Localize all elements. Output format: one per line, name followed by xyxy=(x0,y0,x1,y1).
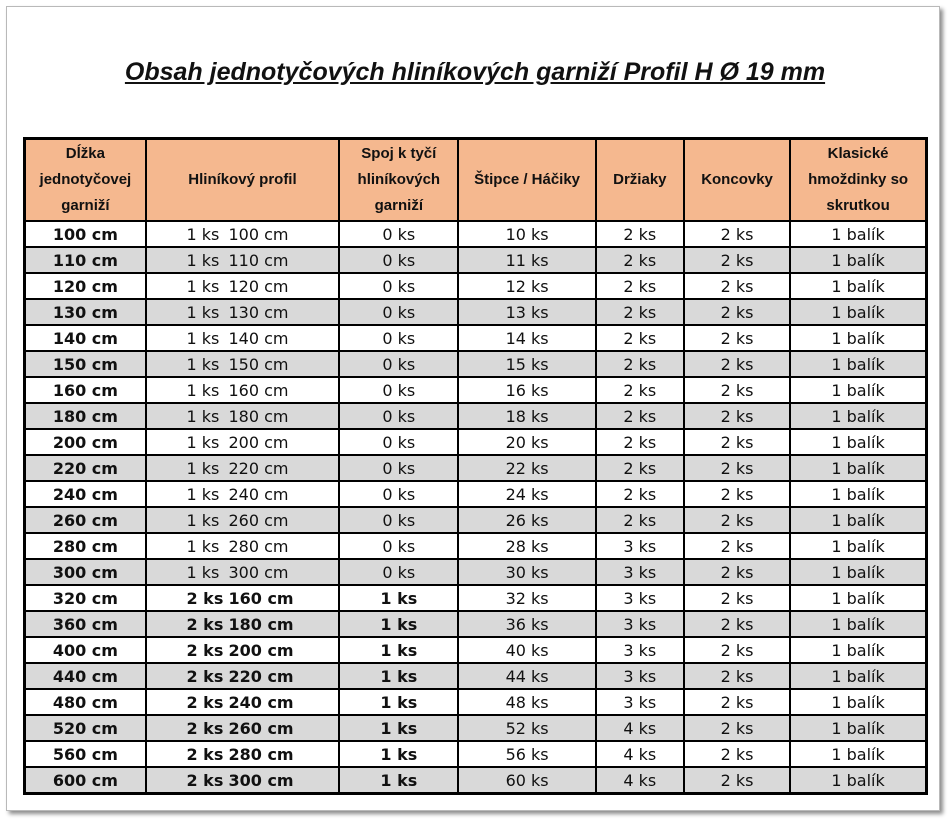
table-row xyxy=(25,559,927,585)
table-body xyxy=(25,221,927,794)
cell-anchors: 1 balík xyxy=(790,559,926,585)
header-brackets: Držiaky xyxy=(596,139,684,222)
header-anchors: Klasické hmoždinky so skrutkou xyxy=(790,139,926,222)
profile-count: 1 ks xyxy=(186,276,220,296)
cell-clips-hooks: 20 ks xyxy=(458,429,595,455)
cell-anchors: 1 balík xyxy=(790,351,926,377)
cell-clips-hooks: 16 ks xyxy=(458,377,595,403)
cell-brackets: 2 ks xyxy=(596,247,684,273)
cell-anchors: 1 balík xyxy=(790,741,926,767)
profile-length: 240 cm xyxy=(228,484,289,504)
cell-clips-hooks: 26 ks xyxy=(458,507,595,533)
cell-profile xyxy=(146,559,339,585)
table-row xyxy=(25,663,927,689)
table-row xyxy=(25,455,927,481)
cell-brackets: 3 ks xyxy=(596,689,684,715)
cell-profile xyxy=(146,299,339,325)
table-row xyxy=(25,741,927,767)
cell-end-caps: 2 ks xyxy=(684,663,790,689)
cell-clips-hooks: 14 ks xyxy=(458,325,595,351)
cell-end-caps: 2 ks xyxy=(684,533,790,559)
cell-brackets: 2 ks xyxy=(596,481,684,507)
cell-end-caps: 2 ks xyxy=(684,247,790,273)
cell-brackets: 3 ks xyxy=(596,559,684,585)
cell-end-caps: 2 ks xyxy=(684,585,790,611)
cell-anchors: 1 balík xyxy=(790,273,926,299)
cell-brackets: 2 ks xyxy=(596,273,684,299)
cell-length: 560 cm xyxy=(25,741,146,767)
cell-clips-hooks: 11 ks xyxy=(458,247,595,273)
cell-length: 150 cm xyxy=(25,351,146,377)
cell-brackets: 3 ks xyxy=(596,637,684,663)
table-row xyxy=(25,377,927,403)
cell-anchors: 1 balík xyxy=(790,663,926,689)
cell-length: 240 cm xyxy=(25,481,146,507)
table-row xyxy=(25,403,927,429)
cell-profile xyxy=(146,455,339,481)
cell-brackets: 2 ks xyxy=(596,221,684,247)
profile-count: 1 ks xyxy=(186,458,220,478)
cell-connector: 0 ks xyxy=(339,247,458,273)
cell-length: 120 cm xyxy=(25,273,146,299)
cell-clips-hooks: 32 ks xyxy=(458,585,595,611)
table-row xyxy=(25,689,927,715)
cell-brackets: 2 ks xyxy=(596,429,684,455)
table-row xyxy=(25,611,927,637)
cell-length: 180 cm xyxy=(25,403,146,429)
cell-clips-hooks: 22 ks xyxy=(458,455,595,481)
table-row xyxy=(25,507,927,533)
cell-connector: 0 ks xyxy=(339,455,458,481)
profile-count: 2 ks xyxy=(186,666,224,686)
profile-count: 1 ks xyxy=(186,328,220,348)
cell-anchors: 1 balík xyxy=(790,325,926,351)
cell-anchors: 1 balík xyxy=(790,689,926,715)
profile-length: 110 cm xyxy=(228,250,289,270)
cell-connector: 1 ks xyxy=(339,715,458,741)
profile-count: 2 ks xyxy=(186,744,224,764)
cell-clips-hooks: 15 ks xyxy=(458,351,595,377)
cell-brackets: 2 ks xyxy=(596,299,684,325)
table-row xyxy=(25,351,927,377)
cell-brackets: 3 ks xyxy=(596,533,684,559)
cell-brackets: 2 ks xyxy=(596,351,684,377)
cell-connector: 0 ks xyxy=(339,533,458,559)
cell-anchors: 1 balík xyxy=(790,637,926,663)
header-clips-hooks: Štipce / Háčiky xyxy=(458,139,595,222)
profile-length: 140 cm xyxy=(228,328,289,348)
table-row xyxy=(25,533,927,559)
cell-clips-hooks: 13 ks xyxy=(458,299,595,325)
cell-end-caps: 2 ks xyxy=(684,377,790,403)
cell-end-caps: 2 ks xyxy=(684,481,790,507)
cell-anchors: 1 balík xyxy=(790,403,926,429)
cell-brackets: 3 ks xyxy=(596,611,684,637)
cell-connector: 1 ks xyxy=(339,663,458,689)
table-row xyxy=(25,767,927,794)
cell-end-caps: 2 ks xyxy=(684,715,790,741)
cell-profile xyxy=(146,481,339,507)
profile-count: 1 ks xyxy=(186,406,220,426)
table-header-row xyxy=(25,139,927,222)
header-length: Dĺžka jednotyčovej garniží xyxy=(25,139,146,222)
cell-anchors: 1 balík xyxy=(790,221,926,247)
cell-anchors: 1 balík xyxy=(790,585,926,611)
cell-brackets: 2 ks xyxy=(596,507,684,533)
table-row xyxy=(25,585,927,611)
cell-length: 440 cm xyxy=(25,663,146,689)
profile-length: 180 cm xyxy=(228,406,289,426)
cell-connector: 0 ks xyxy=(339,481,458,507)
profile-count: 1 ks xyxy=(186,536,220,556)
profile-count: 1 ks xyxy=(186,302,220,322)
cell-clips-hooks: 36 ks xyxy=(458,611,595,637)
cell-connector: 1 ks xyxy=(339,611,458,637)
cell-clips-hooks: 52 ks xyxy=(458,715,595,741)
cell-length: 130 cm xyxy=(25,299,146,325)
profile-count: 1 ks xyxy=(186,224,220,244)
cell-end-caps: 2 ks xyxy=(684,637,790,663)
profile-length: 150 cm xyxy=(228,354,289,374)
cell-length: 600 cm xyxy=(25,767,146,794)
cell-length: 260 cm xyxy=(25,507,146,533)
cell-anchors: 1 balík xyxy=(790,429,926,455)
profile-count: 1 ks xyxy=(186,250,220,270)
table-row xyxy=(25,247,927,273)
profile-length: 280 cm xyxy=(228,536,289,556)
cell-connector: 0 ks xyxy=(339,325,458,351)
cell-end-caps: 2 ks xyxy=(684,611,790,637)
header-connector: Spoj k tyčí hliníkových garniží xyxy=(339,139,458,222)
profile-length: 100 cm xyxy=(228,224,289,244)
cell-anchors: 1 balík xyxy=(790,299,926,325)
table-row xyxy=(25,273,927,299)
cell-end-caps: 2 ks xyxy=(684,221,790,247)
cell-brackets: 2 ks xyxy=(596,325,684,351)
profile-length: 200 cm xyxy=(228,640,294,660)
profile-count: 2 ks xyxy=(186,588,224,608)
table-row xyxy=(25,325,927,351)
cell-profile xyxy=(146,663,339,689)
profile-length: 280 cm xyxy=(228,744,294,764)
cell-length: 280 cm xyxy=(25,533,146,559)
cell-profile xyxy=(146,403,339,429)
cell-anchors: 1 balík xyxy=(790,481,926,507)
cell-length: 220 cm xyxy=(25,455,146,481)
cell-profile xyxy=(146,637,339,663)
cell-profile xyxy=(146,429,339,455)
cell-length: 200 cm xyxy=(25,429,146,455)
cell-connector: 0 ks xyxy=(339,351,458,377)
cell-length: 400 cm xyxy=(25,637,146,663)
profile-length: 130 cm xyxy=(228,302,289,322)
cell-connector: 0 ks xyxy=(339,559,458,585)
profile-length: 240 cm xyxy=(228,692,294,712)
cell-clips-hooks: 40 ks xyxy=(458,637,595,663)
table-row xyxy=(25,637,927,663)
cell-end-caps: 2 ks xyxy=(684,273,790,299)
cell-length: 320 cm xyxy=(25,585,146,611)
profile-length: 200 cm xyxy=(228,432,289,452)
cell-connector: 0 ks xyxy=(339,403,458,429)
cell-end-caps: 2 ks xyxy=(684,689,790,715)
cell-end-caps: 2 ks xyxy=(684,767,790,794)
profile-count: 1 ks xyxy=(186,432,220,452)
profile-count: 1 ks xyxy=(186,354,220,374)
profile-count: 2 ks xyxy=(186,770,224,790)
cell-connector: 1 ks xyxy=(339,689,458,715)
cell-anchors: 1 balík xyxy=(790,611,926,637)
cell-brackets: 2 ks xyxy=(596,403,684,429)
profile-length: 180 cm xyxy=(228,614,294,634)
table-row xyxy=(25,299,927,325)
cell-clips-hooks: 48 ks xyxy=(458,689,595,715)
table-row xyxy=(25,715,927,741)
cell-profile xyxy=(146,247,339,273)
profile-count: 1 ks xyxy=(186,484,220,504)
table-row xyxy=(25,429,927,455)
cell-clips-hooks: 56 ks xyxy=(458,741,595,767)
cell-clips-hooks: 10 ks xyxy=(458,221,595,247)
cell-end-caps: 2 ks xyxy=(684,299,790,325)
cell-anchors: 1 balík xyxy=(790,377,926,403)
cell-connector: 1 ks xyxy=(339,767,458,794)
cell-profile xyxy=(146,715,339,741)
cell-profile xyxy=(146,689,339,715)
cell-profile xyxy=(146,767,339,794)
cell-brackets: 3 ks xyxy=(596,585,684,611)
profile-length: 220 cm xyxy=(228,458,289,478)
cell-brackets: 4 ks xyxy=(596,715,684,741)
cell-end-caps: 2 ks xyxy=(684,429,790,455)
cell-profile xyxy=(146,221,339,247)
table-row xyxy=(25,221,927,247)
profile-length: 300 cm xyxy=(228,770,294,790)
profile-length: 300 cm xyxy=(228,562,289,582)
cell-brackets: 2 ks xyxy=(596,455,684,481)
cell-connector: 0 ks xyxy=(339,299,458,325)
cell-length: 300 cm xyxy=(25,559,146,585)
header-end-caps: Koncovky xyxy=(684,139,790,222)
profile-count: 1 ks xyxy=(186,510,220,530)
cell-length: 360 cm xyxy=(25,611,146,637)
cell-connector: 0 ks xyxy=(339,377,458,403)
profile-length: 160 cm xyxy=(228,588,294,608)
cell-length: 140 cm xyxy=(25,325,146,351)
cell-end-caps: 2 ks xyxy=(684,507,790,533)
profile-count: 2 ks xyxy=(186,692,224,712)
cell-anchors: 1 balík xyxy=(790,247,926,273)
cell-connector: 0 ks xyxy=(339,429,458,455)
cell-length: 100 cm xyxy=(25,221,146,247)
profile-length: 260 cm xyxy=(228,718,294,738)
header-profile: Hliníkový profil xyxy=(146,139,339,222)
cell-profile xyxy=(146,273,339,299)
cell-profile xyxy=(146,377,339,403)
cell-length: 160 cm xyxy=(25,377,146,403)
profile-length: 220 cm xyxy=(228,666,294,686)
table-row xyxy=(25,481,927,507)
contents-table xyxy=(23,137,928,795)
cell-anchors: 1 balík xyxy=(790,507,926,533)
cell-connector: 0 ks xyxy=(339,273,458,299)
page-title: Obsah jednotyčových hliníkových garniží Profil H Ø 19 mm xyxy=(124,58,826,86)
cell-end-caps: 2 ks xyxy=(684,403,790,429)
cell-profile xyxy=(146,533,339,559)
cell-end-caps: 2 ks xyxy=(684,741,790,767)
cell-anchors: 1 balík xyxy=(790,533,926,559)
cell-end-caps: 2 ks xyxy=(684,325,790,351)
cell-end-caps: 2 ks xyxy=(684,559,790,585)
cell-brackets: 2 ks xyxy=(596,377,684,403)
cell-clips-hooks: 18 ks xyxy=(458,403,595,429)
cell-clips-hooks: 24 ks xyxy=(458,481,595,507)
cell-end-caps: 2 ks xyxy=(684,455,790,481)
cell-connector: 0 ks xyxy=(339,507,458,533)
cell-anchors: 1 balík xyxy=(790,455,926,481)
cell-profile xyxy=(146,585,339,611)
cell-profile xyxy=(146,507,339,533)
cell-anchors: 1 balík xyxy=(790,715,926,741)
cell-length: 110 cm xyxy=(25,247,146,273)
profile-count: 2 ks xyxy=(186,614,224,634)
cell-length: 480 cm xyxy=(25,689,146,715)
cell-clips-hooks: 60 ks xyxy=(458,767,595,794)
cell-brackets: 3 ks xyxy=(596,663,684,689)
cell-clips-hooks: 12 ks xyxy=(458,273,595,299)
cell-profile xyxy=(146,741,339,767)
cell-anchors: 1 balík xyxy=(790,767,926,794)
profile-count: 2 ks xyxy=(186,718,224,738)
profile-length: 260 cm xyxy=(228,510,289,530)
cell-brackets: 4 ks xyxy=(596,767,684,794)
cell-connector: 1 ks xyxy=(339,741,458,767)
cell-profile xyxy=(146,351,339,377)
profile-count: 2 ks xyxy=(186,640,224,660)
cell-connector: 0 ks xyxy=(339,221,458,247)
cell-clips-hooks: 30 ks xyxy=(458,559,595,585)
cell-end-caps: 2 ks xyxy=(684,351,790,377)
cell-length: 520 cm xyxy=(25,715,146,741)
profile-count: 1 ks xyxy=(186,562,220,582)
cell-clips-hooks: 28 ks xyxy=(458,533,595,559)
cell-brackets: 4 ks xyxy=(596,741,684,767)
cell-profile xyxy=(146,611,339,637)
cell-connector: 1 ks xyxy=(339,637,458,663)
profile-length: 120 cm xyxy=(228,276,289,296)
cell-profile xyxy=(146,325,339,351)
profile-length: 160 cm xyxy=(228,380,289,400)
cell-clips-hooks: 44 ks xyxy=(458,663,595,689)
cell-connector: 1 ks xyxy=(339,585,458,611)
profile-count: 1 ks xyxy=(186,380,220,400)
